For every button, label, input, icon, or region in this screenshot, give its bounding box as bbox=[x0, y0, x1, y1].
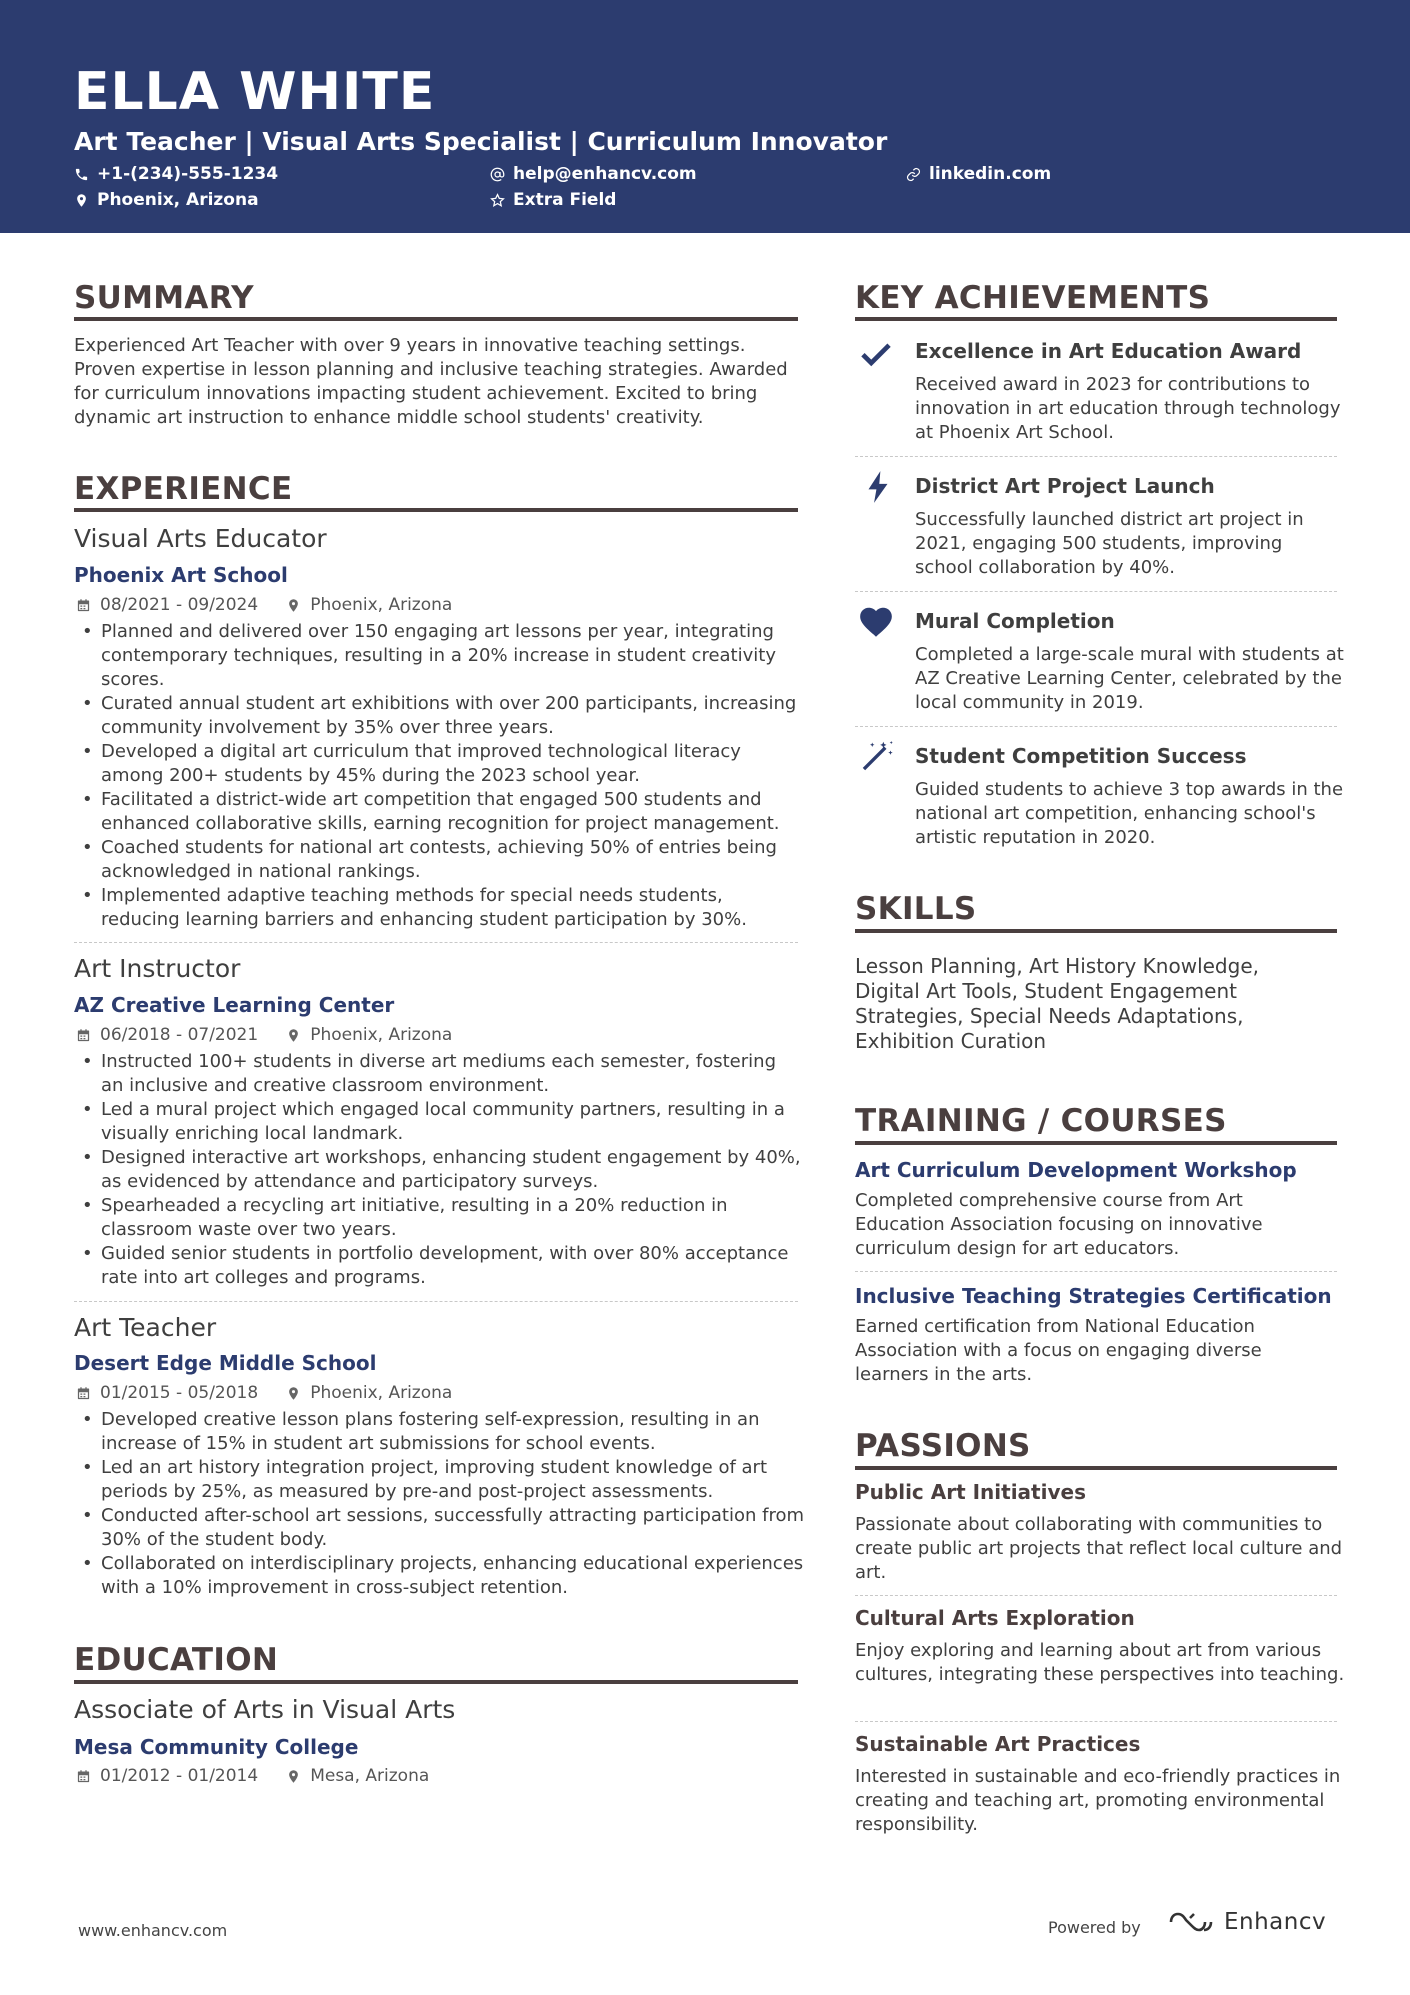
achievements-heading: KEY ACHIEVEMENTS bbox=[855, 280, 1211, 316]
contact-email[interactable] bbox=[490, 163, 697, 185]
divider bbox=[855, 1595, 1337, 1596]
list-item: • Developed a digital art curriculum that improved technological literacy among 200+ students by 45% during the 2023 school year. bbox=[74, 740, 804, 788]
passion-text: Enjoy exploring and learning about art from various cultures, integrating these perspectives into teaching. bbox=[855, 1640, 1345, 1685]
calendar-icon bbox=[76, 1769, 91, 1784]
footer-powered-by: Powered by bbox=[1048, 1918, 1141, 1937]
star-icon bbox=[490, 193, 505, 208]
list-item: • Guided senior students in portfolio development, with over 80% acceptance rate into art colleges and programs. bbox=[74, 1242, 804, 1290]
enhancv-logo-icon bbox=[1168, 1909, 1214, 1935]
school-name: Mesa Community College bbox=[74, 1735, 359, 1759]
course-title: Art Curriculum Development Workshop bbox=[855, 1158, 1297, 1182]
passion-text: Passionate about collaborating with communities to create public art projects that reflect local culture and art. bbox=[855, 1514, 1343, 1583]
skills-text: Lesson Planning, Art History Knowledge, Digital Art Tools, Student Engagement Strategies, Special Needs Adaptations, Exhibition Curation bbox=[855, 954, 1259, 1053]
summary-text: Experienced Art Teacher with over 9 years in innovative teaching settings. Proven expertise in lesson planning and inclusive teaching strategies. Awarded for curriculum innovations impacting student achievement. Excited to bring dynamic art instruction to enhance middle school students' creativity. bbox=[74, 335, 788, 428]
phone-icon bbox=[74, 167, 89, 182]
education-dates: 01/2012 - 01/2014 bbox=[100, 1766, 259, 1786]
divider bbox=[74, 942, 798, 943]
lightning-icon bbox=[859, 468, 897, 506]
skills-heading: SKILLS bbox=[855, 891, 977, 927]
candidate-title: Art Teacher | Visual Arts Specialist | Curriculum Innovator bbox=[74, 127, 888, 156]
course-title: Inclusive Teaching Strategies Certification bbox=[855, 1284, 1332, 1308]
job-location: Phoenix, Arizona bbox=[310, 1383, 453, 1403]
divider bbox=[74, 1301, 798, 1302]
degree-title: Associate of Arts in Visual Arts bbox=[74, 1695, 456, 1724]
list-item: • Planned and delivered over 150 engaging art lessons per year, integrating contemporary techniques, resulting in a 20% increase in student creativity scores. bbox=[74, 620, 804, 692]
passion-title: Public Art Initiatives bbox=[855, 1480, 1086, 1504]
extra-text: Extra Field bbox=[513, 190, 617, 210]
job-company: Phoenix Art School bbox=[74, 563, 288, 587]
contact-extra bbox=[490, 189, 616, 211]
linkedin-text: linkedin.com bbox=[929, 164, 1052, 184]
training-rule bbox=[855, 1141, 1337, 1145]
job-company: AZ Creative Learning Center bbox=[74, 993, 395, 1017]
contact-linkedin[interactable] bbox=[906, 163, 1051, 185]
location-pin-icon bbox=[286, 1028, 301, 1043]
candidate-name: ELLA WHITE bbox=[74, 62, 436, 122]
location-pin-icon bbox=[286, 598, 301, 613]
location-text: Phoenix, Arizona bbox=[97, 190, 259, 210]
course-text: Completed comprehensive course from Art Education Association focusing on innovative curriculum design for art educators. bbox=[855, 1190, 1263, 1259]
job-bullets bbox=[74, 620, 804, 932]
job-meta bbox=[76, 1382, 452, 1404]
divider bbox=[855, 1271, 1337, 1272]
job-role: Art Teacher bbox=[74, 1313, 217, 1342]
list-item: • Conducted after-school art sessions, successfully attracting participation from 30% of the student body. bbox=[74, 1504, 804, 1552]
divider bbox=[855, 591, 1337, 592]
job-dates: 08/2021 - 09/2024 bbox=[100, 595, 259, 615]
at-icon bbox=[490, 167, 505, 182]
job-dates: 06/2018 - 07/2021 bbox=[100, 1025, 259, 1045]
job-location: Phoenix, Arizona bbox=[310, 595, 453, 615]
email-text: help@enhancv.com bbox=[513, 164, 697, 184]
education-rule bbox=[74, 1680, 798, 1684]
list-item: • Led a mural project which engaged local community partners, resulting in a visually enriching local landmark. bbox=[74, 1098, 804, 1146]
divider bbox=[855, 456, 1337, 457]
education-location: Mesa, Arizona bbox=[310, 1766, 430, 1786]
achievement-title: Excellence in Art Education Award bbox=[915, 339, 1302, 363]
education-heading: EDUCATION bbox=[74, 1642, 279, 1678]
footer-website[interactable]: www.enhancv.com bbox=[78, 1921, 228, 1940]
enhancv-brand-text: Enhancv bbox=[1224, 1909, 1327, 1935]
achievements-rule bbox=[855, 317, 1337, 321]
achievement-title: District Art Project Launch bbox=[915, 474, 1215, 498]
contact-location bbox=[74, 189, 259, 211]
link-icon bbox=[906, 167, 921, 182]
list-item: • Developed creative lesson plans fostering self-expression, resulting in an increase of 15% in student art submissions for school events. bbox=[74, 1408, 804, 1456]
list-item: • Coached students for national art contests, achieving 50% of entries being acknowledged in national rankings. bbox=[74, 836, 804, 884]
location-pin-icon bbox=[286, 1386, 301, 1401]
calendar-icon bbox=[76, 1386, 91, 1401]
summary-rule bbox=[74, 317, 798, 321]
experience-heading: EXPERIENCE bbox=[74, 471, 293, 507]
passion-title: Cultural Arts Exploration bbox=[855, 1606, 1135, 1630]
job-location: Phoenix, Arizona bbox=[310, 1025, 453, 1045]
resume-header bbox=[0, 0, 1410, 233]
enhancv-logo[interactable] bbox=[1168, 1909, 1326, 1935]
list-item: • Implemented adaptive teaching methods for special needs students, reducing learning barriers and enhancing student participation by 30%. bbox=[74, 884, 804, 932]
job-bullets bbox=[74, 1408, 804, 1600]
experience-rule bbox=[74, 508, 798, 512]
achievement-text: Completed a large-scale mural with students at AZ Creative Learning Center, celebrated by the local community in 2019. bbox=[915, 644, 1344, 713]
passion-text: Interested in sustainable and eco-friendly practices in creating and teaching art, promoting environmental responsibility. bbox=[855, 1766, 1341, 1835]
list-item: • Curated annual student art exhibitions with over 200 participants, increasing community involvement by 35% over three years. bbox=[74, 692, 804, 740]
calendar-icon bbox=[76, 1028, 91, 1043]
job-company: Desert Edge Middle School bbox=[74, 1351, 377, 1375]
passions-heading: PASSIONS bbox=[855, 1428, 1031, 1464]
location-pin-icon bbox=[74, 193, 89, 208]
list-item: • Designed interactive art workshops, enhancing student engagement by 40%, as evidenced by attendance and participatory surveys. bbox=[74, 1146, 804, 1194]
achievement-text: Received award in 2023 for contributions to innovation in art education through technology at Phoenix Art School. bbox=[915, 374, 1341, 443]
phone-text: +1-(234)-555-1234 bbox=[97, 164, 279, 184]
checkmark-icon bbox=[857, 334, 895, 372]
passion-title: Sustainable Art Practices bbox=[855, 1732, 1141, 1756]
list-item: • Collaborated on interdisciplinary projects, enhancing educational experiences with a 10% improvement in cross-subject retention. bbox=[74, 1552, 804, 1600]
passions-rule bbox=[855, 1466, 1337, 1470]
magic-wand-icon bbox=[858, 737, 896, 775]
location-pin-icon bbox=[286, 1769, 301, 1784]
list-item: • Instructed 100+ students in diverse art mediums each semester, fostering an inclusive and creative classroom environment. bbox=[74, 1050, 804, 1098]
achievement-title: Mural Completion bbox=[915, 609, 1115, 633]
achievement-text: Successfully launched district art project in 2021, engaging 500 students, improving school collaboration by 40%. bbox=[915, 509, 1304, 578]
contact-phone[interactable] bbox=[74, 163, 278, 185]
list-item: • Facilitated a district-wide art competition that engaged 500 students and enhanced collaborative skills, earning recognition for project management. bbox=[74, 788, 804, 836]
list-item: • Led an art history integration project, improving student knowledge of art periods by 25%, as measured by pre-and post-project assessments. bbox=[74, 1456, 804, 1504]
achievement-text: Guided students to achieve 3 top awards in the national art competition, enhancing school's artistic reputation in 2020. bbox=[915, 779, 1344, 848]
job-bullets bbox=[74, 1050, 804, 1290]
training-heading: TRAINING / COURSES bbox=[855, 1103, 1227, 1139]
list-item: • Spearheaded a recycling art initiative, resulting in a 20% reduction in classroom waste over two years. bbox=[74, 1194, 804, 1242]
job-meta bbox=[76, 594, 452, 616]
job-role: Art Instructor bbox=[74, 954, 241, 983]
divider bbox=[855, 1721, 1337, 1722]
heart-icon bbox=[857, 603, 895, 641]
course-text: Earned certification from National Education Association with a focus on engaging diverse learners in the arts. bbox=[855, 1316, 1262, 1385]
education-meta bbox=[76, 1765, 429, 1787]
calendar-icon bbox=[76, 598, 91, 613]
job-dates: 01/2015 - 05/2018 bbox=[100, 1383, 259, 1403]
skills-rule bbox=[855, 929, 1337, 933]
job-meta bbox=[76, 1024, 452, 1046]
job-role: Visual Arts Educator bbox=[74, 524, 327, 553]
divider bbox=[855, 726, 1337, 727]
achievement-title: Student Competition Success bbox=[915, 744, 1247, 768]
summary-heading: SUMMARY bbox=[74, 280, 254, 316]
